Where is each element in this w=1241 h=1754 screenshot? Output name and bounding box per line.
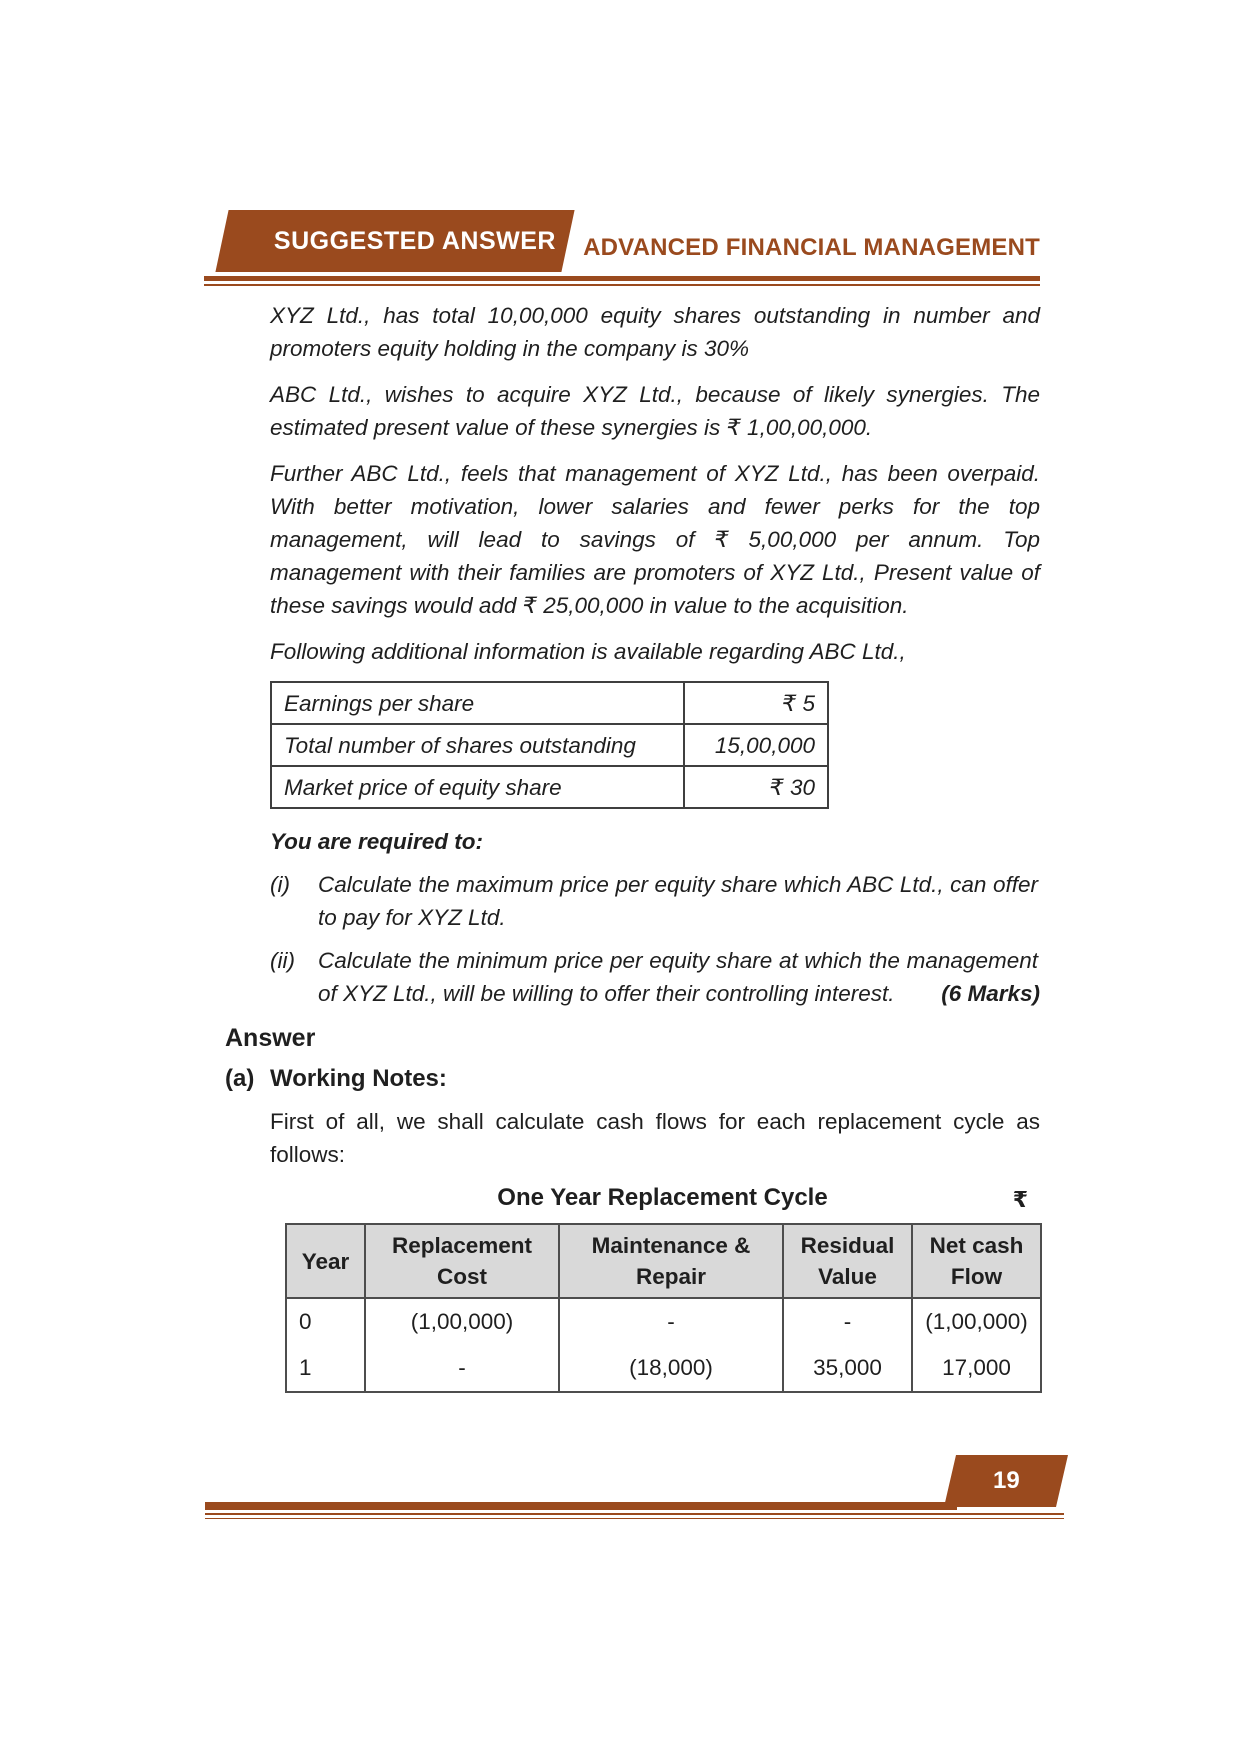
footer-rule-thin-1 xyxy=(205,1513,1064,1515)
col-header-net-cash-flow: Net cash Flow xyxy=(912,1224,1041,1298)
info-value: ₹ 30 xyxy=(684,766,828,808)
requirement-text: Calculate the minimum price per equity share at which the management of XYZ Ltd., will be willing to offer their controlling interest. xyxy=(318,948,1038,1006)
requirement-item-2 xyxy=(270,944,1040,1010)
working-notes-heading xyxy=(225,1065,1040,1093)
cycle-table-block xyxy=(285,1181,1040,1393)
page-number: 19 xyxy=(992,1467,1020,1494)
cell-net-cash-flow: (1,00,000) xyxy=(912,1298,1041,1345)
table-row xyxy=(286,1298,1041,1345)
cell-replacement-cost: (1,00,000) xyxy=(365,1298,559,1345)
cell-residual-value: - xyxy=(783,1298,912,1345)
page-number-badge xyxy=(944,1455,1068,1507)
cell-residual-value: 35,000 xyxy=(783,1345,912,1392)
table-row xyxy=(271,766,828,808)
answer-heading: Answer xyxy=(225,1024,316,1052)
question-paragraph-4: Following additional information is available regarding ABC Ltd., xyxy=(270,639,906,664)
table-row xyxy=(271,724,828,766)
table-header-row xyxy=(286,1224,1041,1298)
col-header-year: Year xyxy=(286,1224,365,1298)
footer-divider xyxy=(205,1502,957,1510)
part-title: Working Notes: xyxy=(270,1065,447,1092)
one-year-cycle-table xyxy=(285,1223,1042,1393)
header-divider xyxy=(204,276,1040,286)
cell-maintenance-repair: (18,000) xyxy=(559,1345,783,1392)
header-rule-thin xyxy=(204,284,1040,286)
cycle-table-title: One Year Replacement Cycle xyxy=(497,1184,828,1211)
cell-replacement-cost: - xyxy=(365,1345,559,1392)
cycle-table-title-row xyxy=(285,1181,1040,1215)
info-label: Market price of equity share xyxy=(271,766,684,808)
requirement-number: (ii) xyxy=(270,948,295,973)
part-label: (a) xyxy=(225,1065,255,1092)
abc-info-table xyxy=(270,681,829,809)
table-row xyxy=(271,682,828,724)
answer-section xyxy=(270,1105,1040,1393)
question-paragraph-2: ABC Ltd., wishes to acquire XYZ Ltd., because of likely synergies. The estimated present value of these synergies is ₹ 1,00,00,000. xyxy=(270,382,1040,440)
footer-rule-thin-2 xyxy=(205,1518,1064,1519)
question-paragraph-3: Further ABC Ltd., feels that management of XYZ Ltd., has been overpaid. With better motivation, lower salaries and fewer perks for the top management, will lead to savings of ₹ 5,00,000 per annum. Top management with their families are promoters of XYZ Ltd., Present value of these savings would add ₹ 25,00,000 in value to the acquisition. xyxy=(270,461,1040,618)
rupee-symbol: ₹ xyxy=(1012,1187,1028,1212)
requirement-number: (i) xyxy=(270,872,290,897)
table-row xyxy=(286,1345,1041,1392)
info-label: Earnings per share xyxy=(271,682,684,724)
col-header-replacement-cost: Replacement Cost xyxy=(365,1224,559,1298)
cell-net-cash-flow: 17,000 xyxy=(912,1345,1041,1392)
marks-label: (6 Marks) xyxy=(941,981,1040,1006)
cell-year: 0 xyxy=(286,1298,365,1345)
required-heading: You are required to: xyxy=(270,829,483,854)
info-label: Total number of shares outstanding xyxy=(271,724,684,766)
info-value: 15,00,000 xyxy=(684,724,828,766)
header-rule-thick xyxy=(204,276,1040,281)
requirement-text: Calculate the maximum price per equity share which ABC Ltd., can offer to pay for XYZ Ltd. xyxy=(318,872,1038,930)
page-content xyxy=(225,299,1040,1393)
question-section xyxy=(270,299,1040,1010)
banner-label: SUGGESTED ANSWER xyxy=(274,226,557,255)
requirement-item-1 xyxy=(270,868,1040,934)
cell-maintenance-repair: - xyxy=(559,1298,783,1345)
question-paragraph-1: XYZ Ltd., has total 10,00,000 equity shares outstanding in number and promoters equity holding in the company is 30% xyxy=(270,303,1040,361)
answer-intro: First of all, we shall calculate cash flows for each replacement cycle as follows: xyxy=(270,1109,1040,1167)
document-title: ADVANCED FINANCIAL MANAGEMENT xyxy=(583,234,1040,261)
cell-year: 1 xyxy=(286,1345,365,1392)
suggested-answer-banner xyxy=(215,210,574,272)
col-header-residual-value: Residual Value xyxy=(783,1224,912,1298)
col-header-maintenance-repair: Maintenance & Repair xyxy=(559,1224,783,1298)
info-value: ₹ 5 xyxy=(684,682,828,724)
